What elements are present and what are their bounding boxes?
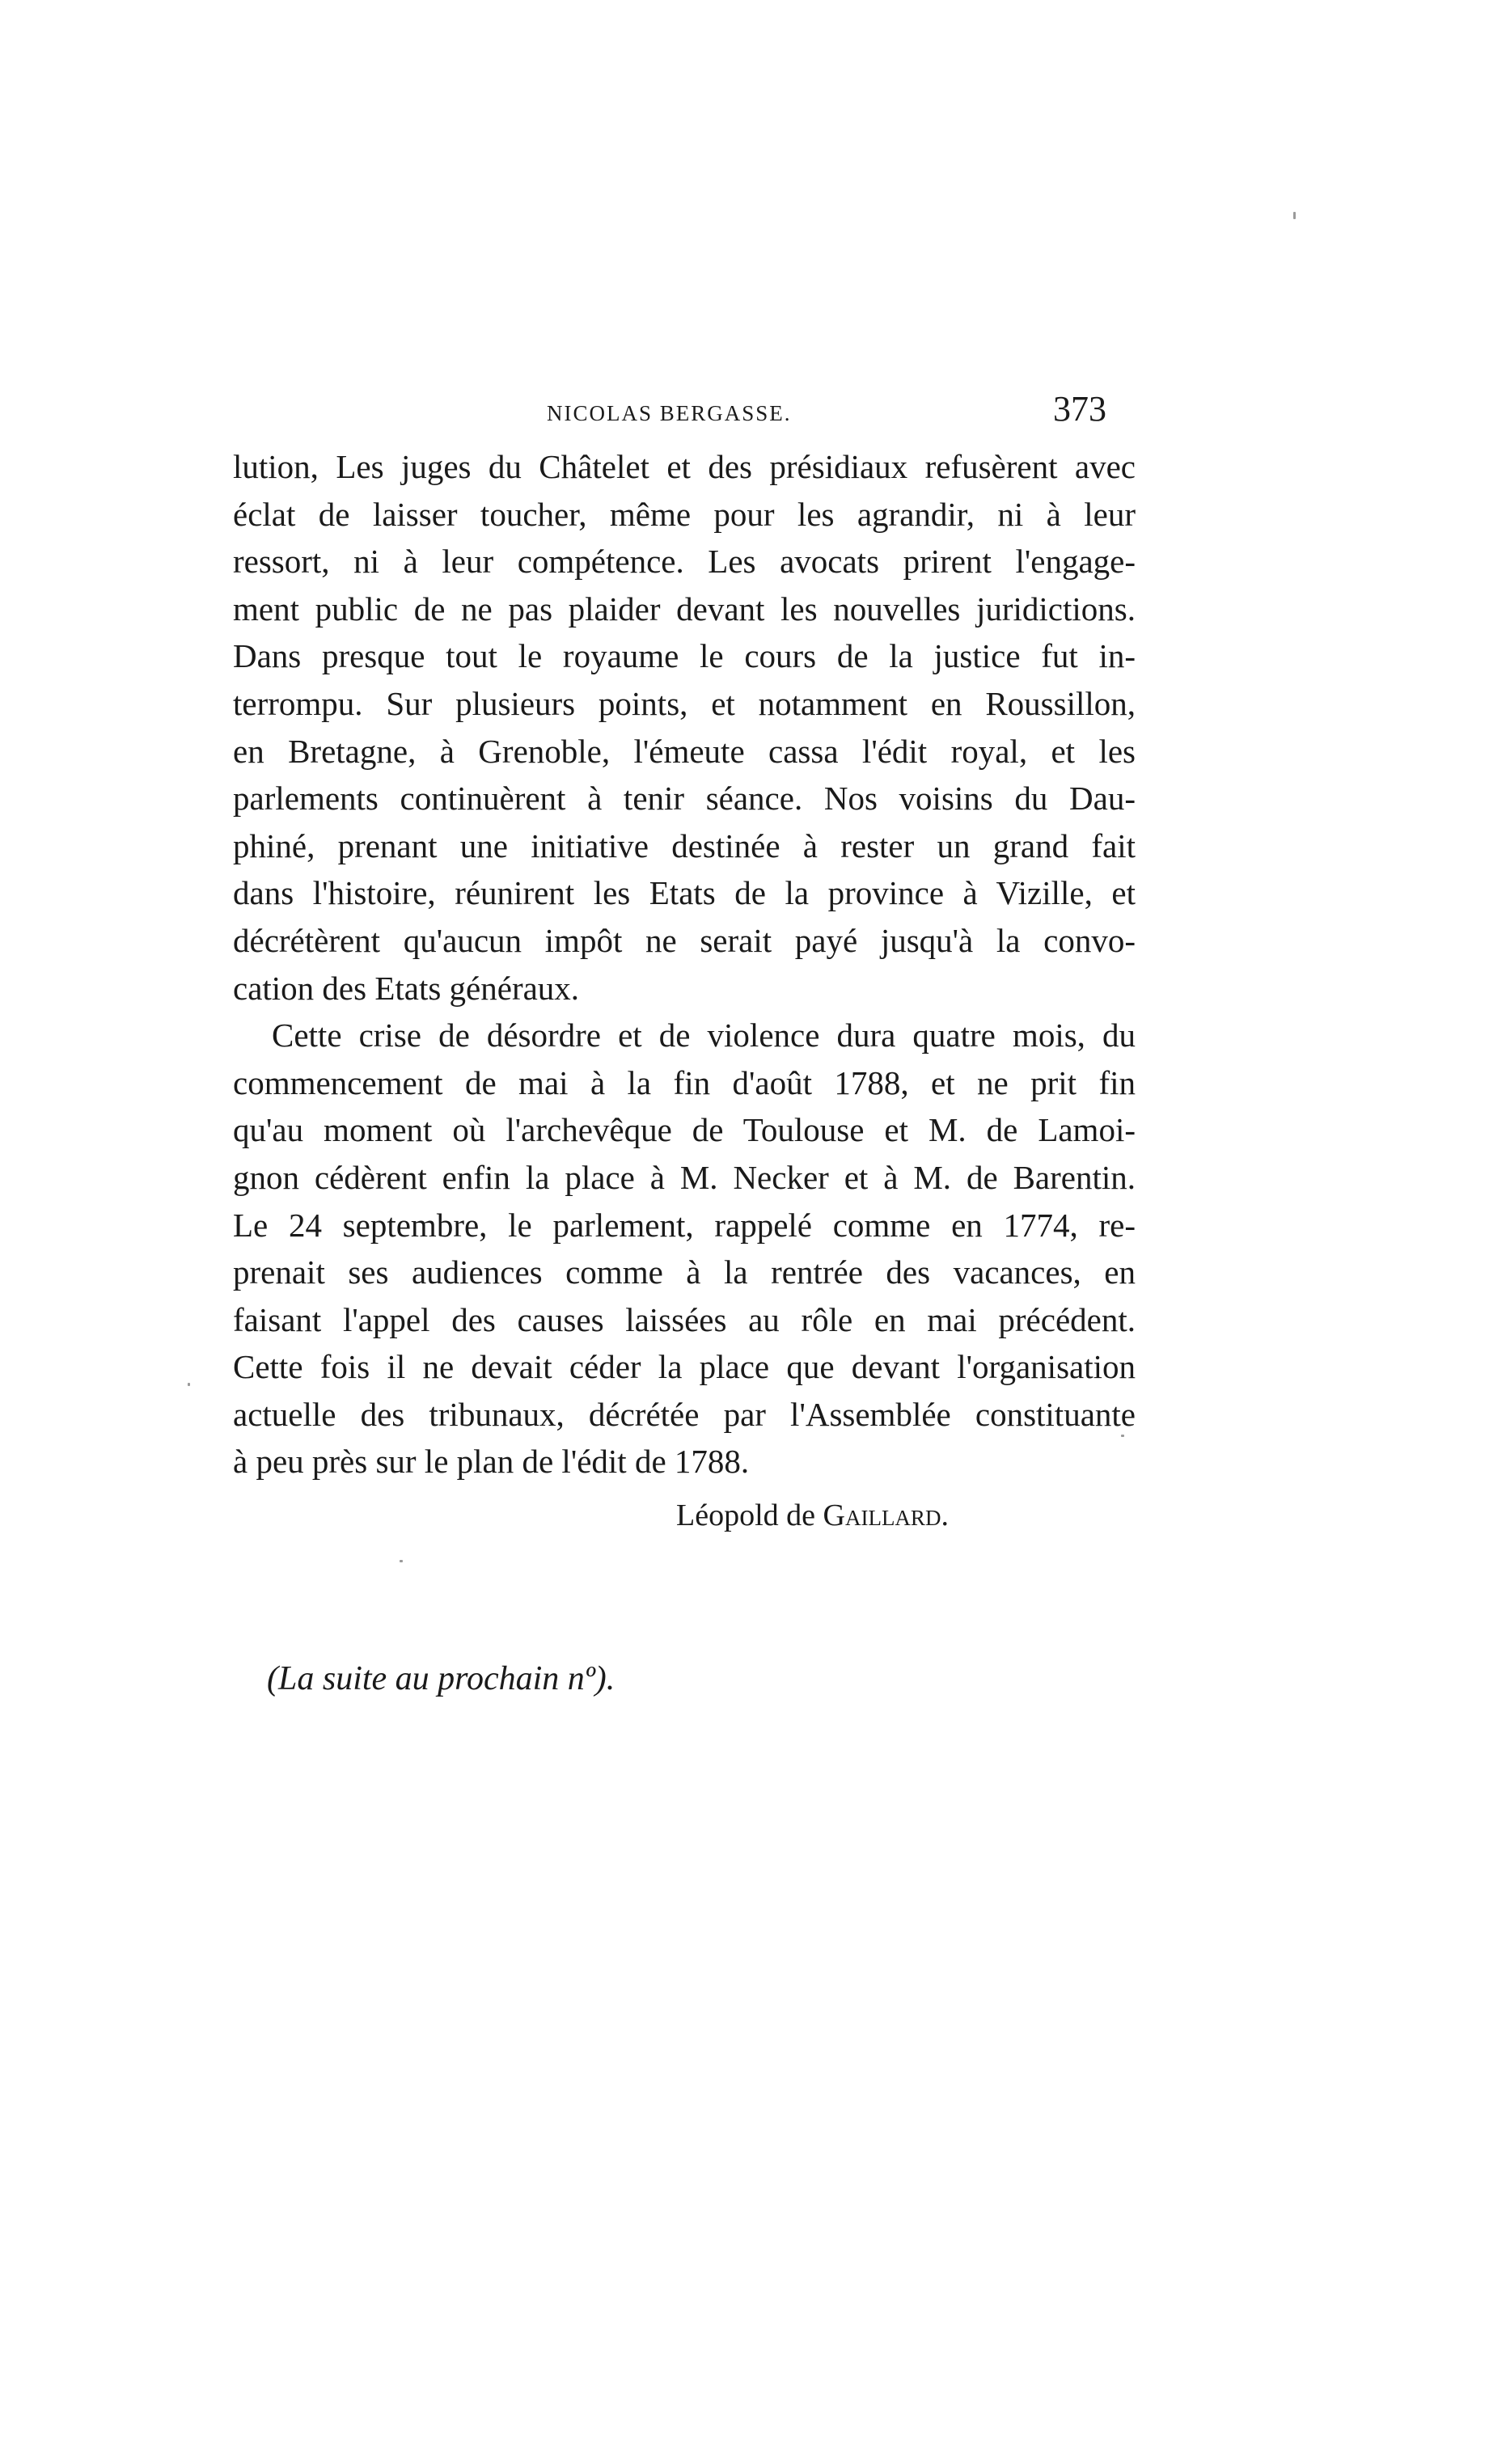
text-line: éclat de laisser toucher, même pour les agrandir, ni à leur [233, 495, 1136, 533]
text-line: Cette crise de désordre et de violence dura quatre mois, du [272, 1016, 1136, 1054]
text-line: qu'au moment où l'archevêque de Toulouse et M. de Lamoi- [233, 1111, 1136, 1149]
text-line: prenait ses audiences comme à la rentrée des vacances, en [233, 1253, 1136, 1291]
signature-period: . [941, 1498, 949, 1532]
text-line: cation des Etats généraux. [233, 969, 580, 1007]
paper-speck [1121, 1435, 1124, 1437]
signature-surname: Gaillard [823, 1498, 941, 1532]
author-signature [676, 1498, 949, 1533]
paper-speck [1293, 212, 1296, 219]
text-line: ment public de ne pas plaider devant les nouvelles juridictions. [233, 590, 1136, 628]
signature-given-name: Léopold de [676, 1498, 823, 1532]
text-line: actuelle des tribunaux, décrétée par l'Assemblée constituante [233, 1395, 1136, 1433]
text-line: commencement de mai à la fin d'août 1788, et ne prit fin [233, 1063, 1136, 1101]
text-line: dans l'histoire, réunirent les Etats de la province à Vizille, et [233, 874, 1136, 912]
text-line: Dans presque tout le royaume le cours de la justice fut in- [233, 637, 1136, 675]
text-line: Cette fois il ne devait céder la place que devant l'organisation [233, 1348, 1136, 1386]
text-line: phiné, prenant une initiative destinée à rester un grand fait [233, 826, 1136, 864]
paper-speck [400, 1560, 403, 1562]
body-text [233, 443, 1136, 1486]
text-line: à peu près sur le plan de l'édit de 1788. [233, 1443, 750, 1481]
running-title: NICOLAS BERGASSE. [547, 401, 792, 425]
continuation-note: (La suite au prochain nº). [267, 1660, 615, 1697]
text-line: ressort, ni à leur compétence. Les avocats prirent l'engage- [233, 543, 1136, 581]
text-line: Le 24 septembre, le parlement, rappelé comme en 1774, re- [233, 1206, 1136, 1244]
text-line: gnon cédèrent enfin la place à M. Necker et à M. de Barentin. [233, 1158, 1136, 1196]
text-line: décrétèrent qu'aucun impôt ne serait payé jusqu'à la convo- [233, 921, 1136, 959]
text-line: en Bretagne, à Grenoble, l'émeute cassa l'édit royal, et les [233, 732, 1136, 770]
text-line: parlements continuèrent à tenir séance. Nos voisins du Dau- [233, 780, 1136, 818]
text-line: lution, Les juges du Châtelet et des présidiaux refusèrent avec [233, 448, 1136, 485]
paper-speck [188, 1383, 190, 1386]
text-line: faisant l'appel des causes laissées au rôle en mai précédent. [233, 1300, 1136, 1338]
page-number: 373 [1053, 389, 1106, 429]
text-line: terrompu. Sur plusieurs points, et notamment en Roussillon, [233, 684, 1136, 722]
